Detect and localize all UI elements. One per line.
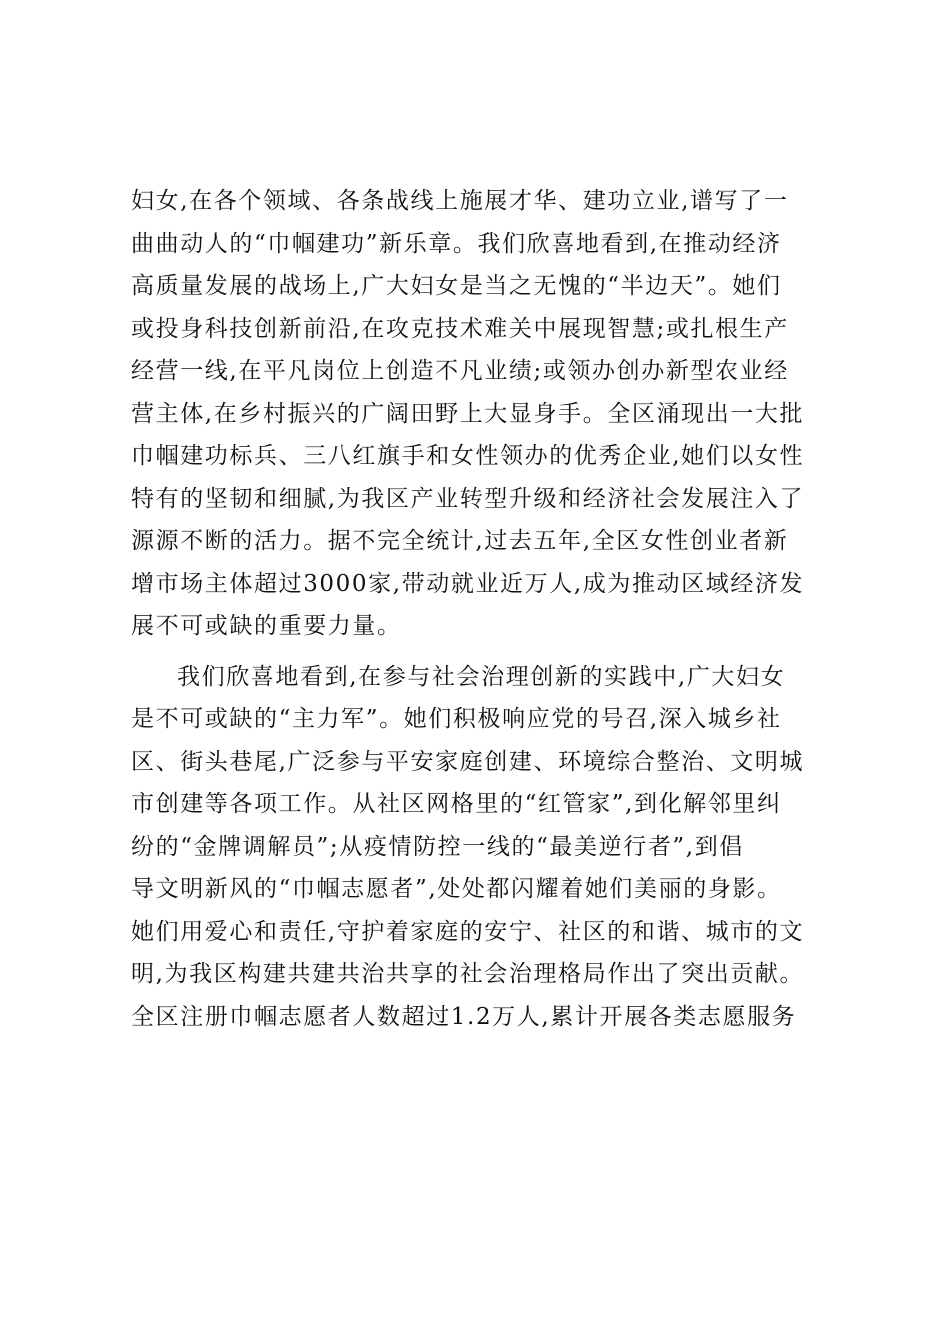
text-line: 明,为我区构建共建共治共享的社会治理格局作出了突出贡献。 xyxy=(131,961,805,987)
text-line: 全区注册巾帼志愿者人数超过1.2万人,累计开展各类志愿服务 xyxy=(131,1003,797,1030)
text-line: 高质量发展的战场上,广大妇女是当之无愧的“半边天”。她们 xyxy=(131,273,782,299)
text-line: 纷的“金牌调解员”;从疫情防控一线的“最美逆行者”,到倡 xyxy=(131,833,744,860)
text-line: 或投身科技创新前沿,在攻克技术难关中展现智慧;或扎根生产 xyxy=(131,315,789,342)
text-line: 增市场主体超过3000家,带动就业近万人,成为推动区域经济发 xyxy=(131,570,805,597)
text-line: 营主体,在乡村振兴的广阔田野上大显身手。全区涌现出一大批 xyxy=(131,400,805,427)
text-line: 源源不断的活力。据不完全统计,过去五年,全区女性创业者新 xyxy=(131,528,789,554)
text-line: 妇女,在各个领域、各条战线上施展才华、建功立业,谱写了一 xyxy=(131,188,789,214)
text-line: 市创建等各项工作。从社区网格里的“红管家”,到化解邻里纠 xyxy=(131,791,782,817)
text-line: 经营一线,在平凡岗位上创造不凡业绩;或领办创办新型农业经 xyxy=(131,358,789,384)
text-line: 巾帼建功标兵、三八红旗手和女性领办的优秀企业,她们以女性 xyxy=(131,443,805,469)
paragraph-economic-development xyxy=(131,180,831,648)
text-line: 是不可或缺的“主力军”。她们积极响应党的号召,深入城乡社 xyxy=(131,706,782,732)
text-line: 区、街头巷尾,广泛参与平安家庭创建、环境综合整治、文明城 xyxy=(131,748,805,775)
text-line: 导文明新风的“巾帼志愿者”,处处都闪耀着她们美丽的身影。 xyxy=(131,876,782,902)
paragraph-social-governance xyxy=(131,656,831,1039)
text-line: 曲曲动人的“巾帼建功”新乐章。我们欣喜地看到,在推动经济 xyxy=(131,230,782,257)
text-line: 特有的坚韧和细腻,为我区产业转型升级和经济社会发展注入了 xyxy=(131,485,805,512)
text-line: 我们欣喜地看到,在参与社会治理创新的实践中,广大妇女 xyxy=(177,663,786,690)
document-body xyxy=(131,180,831,1038)
text-line: 她们用爱心和责任,守护着家庭的安宁、社区的和谐、城市的文 xyxy=(131,918,805,945)
text-line: 展不可或缺的重要力量。 xyxy=(131,613,402,639)
